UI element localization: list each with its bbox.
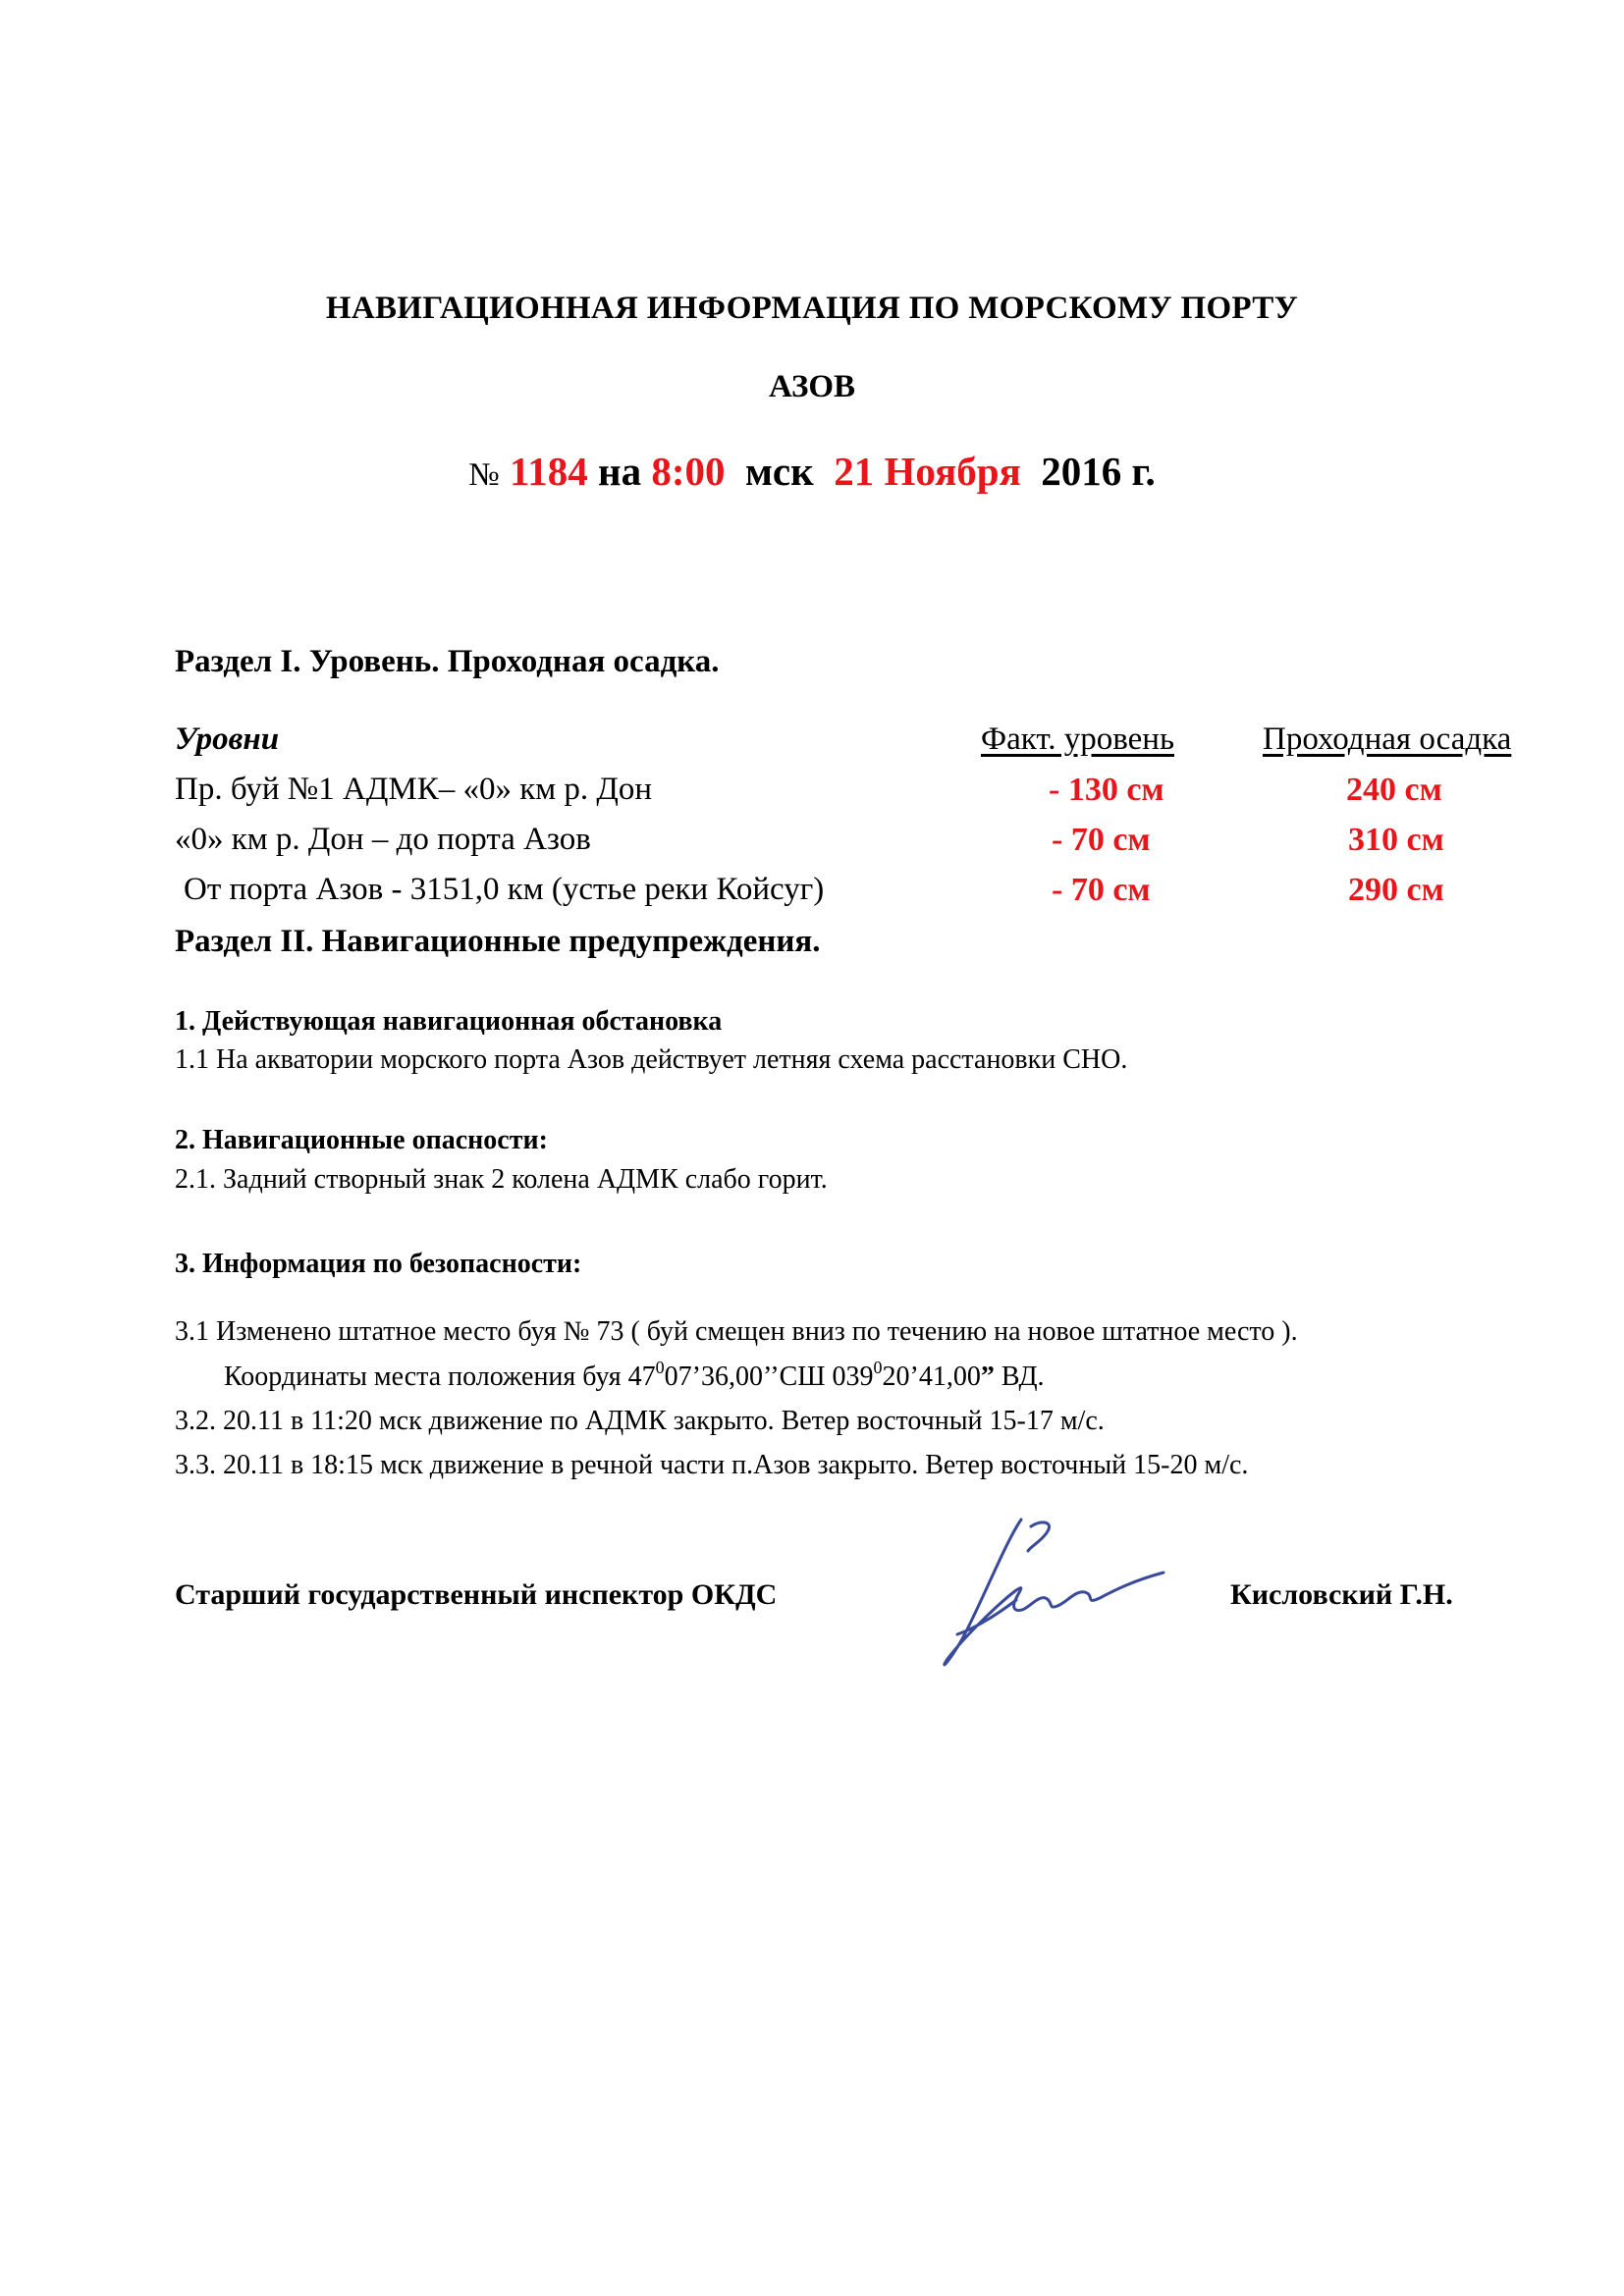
subsection-1-item: 1.1 На акватории морского порта Азов действует летняя схема расстановки СНО. (175, 1044, 1128, 1075)
degree-sup-1: 0 (655, 1358, 665, 1377)
level-row-1-draft: 240 см (1346, 772, 1442, 808)
coord-lon-rest: 20’41,00 (882, 1362, 981, 1392)
signatory-name: Кисловский Г.Н. (1230, 1578, 1453, 1611)
level-row-1-fact: - 130 см (1049, 772, 1164, 808)
coord-vd: ВД. (994, 1362, 1045, 1392)
subsection-1-title: 1. Действующая навигационная обстановка (175, 1006, 723, 1037)
level-row-1-name: Пр. буй №1 АДМК– «0» км р. Дон (175, 772, 653, 807)
column-header-passing-draft: Проходная осадка (1263, 721, 1512, 757)
coord-quote: ” (980, 1362, 995, 1392)
number-sign: № (468, 457, 500, 493)
signature-image (938, 1512, 1193, 1679)
level-row-2-fact: - 70 см (1052, 822, 1151, 858)
item-3-1: 3.1 Изменено штатное место буя № 73 ( буй смещен вниз по течению на новое штатное место ). (175, 1316, 1298, 1347)
section-1-title: Раздел I. Уровень. Проходная осадка. (175, 644, 720, 679)
section-2-title: Раздел II. Навигационные предупреждения. (175, 924, 821, 959)
level-row-3-draft: 290 см (1348, 872, 1444, 908)
degree-sup-2: 0 (873, 1358, 883, 1377)
title-line-2: АЗОВ (768, 369, 856, 404)
coord-lat-rest: 07’36,00’’СШ 039 (664, 1362, 874, 1392)
level-row-2-name: «0» км р. Дон – до порта Азов (175, 822, 591, 857)
subsection-2-item: 2.1. Задний створный знак 2 колена АДМК слабо горит. (175, 1164, 828, 1195)
column-header-fact-level: Факт. уровень (981, 721, 1175, 757)
bulletin-number-line (0, 448, 1624, 495)
title-line-1: НАВИГАЦИОННАЯ ИНФОРМАЦИЯ ПО МОРСКОМУ ПОРТУ (325, 291, 1299, 326)
bulletin-year: 2016 г. (1041, 449, 1156, 494)
bulletin-time: 8:00 (651, 449, 726, 494)
subsection-2-title: 2. Навигационные опасности: (175, 1125, 548, 1155)
level-row-2-draft: 310 см (1348, 822, 1444, 858)
bulletin-date: 21 Ноября (834, 449, 1021, 494)
item-3-2: 3.2. 20.11 в 11:20 мск движение по АДМК закрыто. Ветер восточный 15-17 м/с. (175, 1406, 1105, 1436)
word-na: на (597, 449, 642, 494)
subsection-3-title: 3. Информация по безопасности: (175, 1249, 582, 1279)
column-header-levels: Уровни (175, 721, 280, 757)
signatory-position: Старший государственный инспектор ОКДС (175, 1578, 778, 1611)
coord-prefix: Координаты места положения буя 47 (224, 1362, 656, 1392)
item-3-3: 3.3. 20.11 в 18:15 мск движение в речной части п.Азов закрыто. Ветер восточный 15-20 м/с. (175, 1450, 1249, 1480)
level-row-3-fact: - 70 см (1052, 872, 1151, 908)
bulletin-number: 1184 (509, 449, 588, 494)
level-row-3-name: От порта Азов - 3151,0 км (устье реки Койсуг) (184, 872, 825, 907)
item-3-1-coordinates (224, 1358, 1045, 1393)
word-msk: мск (745, 449, 814, 494)
